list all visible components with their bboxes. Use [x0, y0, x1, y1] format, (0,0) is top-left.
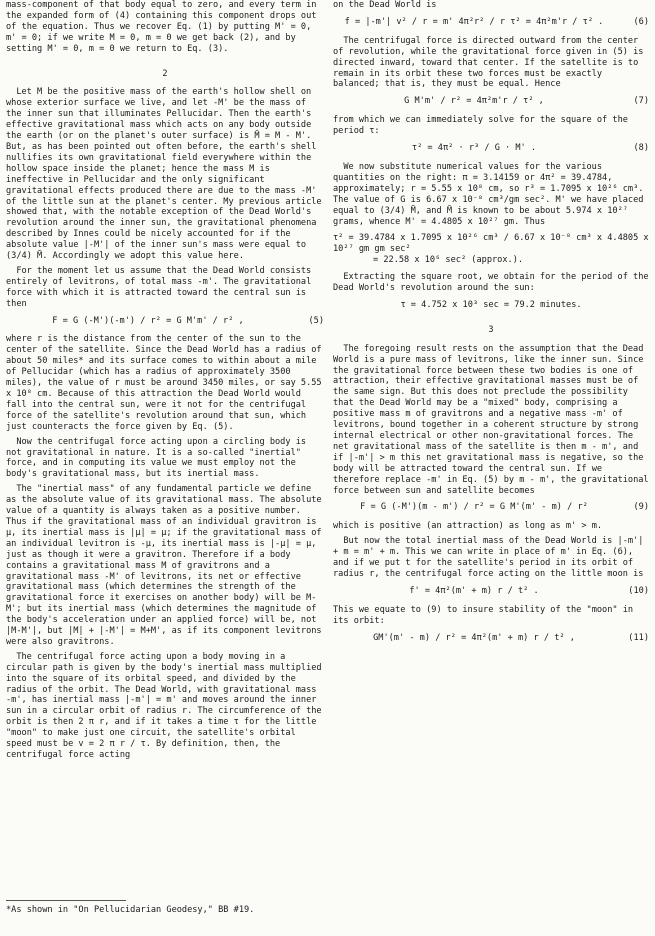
paragraph: Extracting the square root, we obtain for the period of the Dead World's revolution around the sun:: [333, 272, 649, 294]
equation-number: (5): [308, 315, 324, 326]
equation-body: G M'm' / r² = 4π²m'r / τ² ,: [404, 96, 544, 107]
equation-body: τ² = 39.4784 x 1.7095 x 10²⁶ cm³ / 6.67 x 10⁻⁸ cm³ x 4.4805 x 10²⁷ gm gm sec²: [333, 233, 649, 255]
intro-paragraph: mass-component of that body equal to zero, and every term in the expanded form of (4) containing this component drops out of the equation. Thus we recover Eq. (1) by putting M' = 0, m' = 0; if we write M = 0, m = 0 we get back (2), and by setting M' = 0, m = 0 we return to Eq. (3).: [6, 0, 317, 54]
equation-numerical: [333, 233, 649, 266]
equation-9: [333, 502, 649, 513]
paragraph: But now the total inertial mass of the Dead World is |-m'| + m = m' + m. This we can write in place of m' in Eq. (6), and if we put t for the satellite's period in its orbit of radius r, the centrifugal force acting on the little moon is: [333, 536, 644, 579]
equation-number: (11): [628, 632, 649, 643]
section-number-3: 3: [488, 324, 494, 335]
equation-number: (9): [633, 502, 649, 513]
equation-5: [6, 316, 324, 327]
footnote: *As shown in "On Pellucidarian Geodesy," BB #19.: [6, 905, 255, 915]
paragraph: Now the centrifugal force acting upon a circling body is not gravitational in nature. It is a so-called "inertial" force, and in computing its value we must employ not the body's gravitational mass, but its inertial mass.: [6, 436, 307, 480]
left-column: [6, 0, 324, 765]
equation-body: f' = 4π²(m' + m) r / t² .: [409, 585, 539, 596]
paragraph: The "inertial mass" of any fundamental particle we define as the absolute value of its gravitational mass. The absolute value of a quantity is always taken as a positive number. Thus if the gravitational mass of an individual gravitron is μ, its inertial mass is |μ| = μ; if the gravitational mass of an individual levitron is -μ, its inertial mass is |-μ| = μ, just as though it were a gravitron. Therefore if a body contains a gravitational mass M of gravitrons and a gravitational mass -M' of levitrons, its net or effective gravitational mass (which determines the strength of the gravitational force it exercises on another body) will be M-M'; but its inertial mass (which determines the magnitude of the body's acceleration under an applied force) will be, not |M-M'|, but |M| + |-M'| = M+M', as if its component levitrons were also gravitrons.: [6, 484, 322, 647]
equation-body: F = G (-M')(m - m') / r² = G M'(m' - m) / r²: [360, 502, 588, 513]
equation-period: [333, 300, 649, 311]
equation-body: f = |-m'| v² / r = m' 4π²r² / r τ² = 4π²m'r / τ² .: [344, 16, 604, 27]
equation-number: (10): [628, 585, 649, 596]
paragraph: This we equate to (9) to insure stability of the "moon" in its orbit:: [333, 604, 634, 626]
paragraph: We now substitute numerical values for the various quantities on the right: π = 3.14159 or 4π² = 39.4784, approximately; r = 5.55 x 10⁸ cm, so r³ = 1.7095 x 10²⁶ cm³. The value of G is 6.67 x 10⁻⁸ cm³/gm sec². M' we have placed equal to (3/4) M̄, and M̄ is known to be about 5.974 x 10²⁷ grams, whence M' = 4.4805 x 10²⁷ gm. Thus: [333, 161, 644, 227]
paragraph: which is positive (an attraction) as long as m' > m.: [333, 521, 603, 532]
equation-number: (8): [633, 143, 649, 154]
equation-7: [333, 96, 649, 107]
footnote-rule: [6, 900, 126, 901]
equation-body: τ² = 4π² · r³ / G · M' .: [411, 143, 537, 154]
equation-body: GM'(m' - m) / r² = 4π²(m' + m) r / t² ,: [373, 632, 575, 643]
right-column: [333, 0, 649, 652]
section-number-2: 2: [162, 68, 168, 79]
paragraph: For the moment let us assume that the Dead World consists entirely of levitrons, of total mass -m'. The gravitational force with which it is attracted toward the central sun is then: [6, 265, 312, 309]
equation-11: [333, 633, 649, 644]
equation-number: (6): [633, 16, 649, 27]
paragraph: The centrifugal force acting upon a body moving in a circular path is given by the body's inertial mass multiplied into the square of its orbital speed, and divided by the radius of the orbit. The Dead World, with gravitational mass -m', has inertial mass |-m'| = m' and moves around the inner sun in a circular orbit of radius r. The circumference of the orbit is then 2 π r, and if it takes a time τ for the little "moon" to make just one circuit, the satellite's orbital speed must be v = 2 π r / τ. By definition, then, the centrifugal force acting: [6, 651, 322, 760]
equation-body: τ = 4.752 x 10³ sec = 79.2 minutes.: [400, 299, 582, 310]
paragraph: Let M be the positive mass of the earth's hollow shell on whose exterior surface we live, and let -M' be the mass of the inner sun that illuminates Pellucidar. Then the earth's effective gravitational mass which acts on any body outside the earth (or on the planet's outer surface) is M̄ = M - M'. But, as has been pointed out often before, the earth's shell nullifies its own gravitational field everywhere within the hollow space inside the planet; hence the mass M is ineffective in Pellucidar and the only significant gravitational effects produced there are due to the mass -M' of the little sun at the planet's center. My previous article showed that, with the notable exception of the Dead World's revolution around the inner sun, the gravitational phenomena described by Innes could be nicely accounted for if the absolute value |-M'| of the inner sun's mass were equal to (3/4) M̄. Accordingly we adopt this value here.: [6, 87, 322, 262]
paragraph: where r is the distance from the center of the sun to the center of the satellite. Since the Dead World has a radius of about 50 miles* and its surface comes to within about a mile of Pellucidar (which has a radius of approximately 3500 miles), the value of r must be around 3450 miles, or say 5.55 x 10⁸ cm. Because of this attraction the Dead World would fall into the central sun, were it not for the centrifugal force of the satellite's revolution around that sun, which just counteracts the force given by Eq. (5).: [6, 334, 322, 432]
equation-body: = 22.58 x 10⁶ sec² (approx.).: [373, 255, 524, 266]
equation-6: [333, 17, 649, 28]
equation-10: [333, 586, 649, 597]
equation-number: (7): [633, 96, 649, 107]
paragraph: The centrifugal force is directed outward from the center of revolution, while the gravitational force given in (5) is directed inward, toward that center. If the satellite is to remain in its orbit these two forces must be exactly balanced; that is, they must be equal. Hence: [333, 35, 644, 90]
paragraph: The foregoing result rests on the assumption that the Dead World is a pure mass of levitrons, like the inner sun. Since the gravitational force between these two bodies is one of attraction, their effective gravitational masses must be of the same sign. But this does not preclude the possibility that the Dead World may be a "mixed" body, comprising a positive mass m of gravitrons and a negative mass -m' of levitrons, bound together in a coherent structure by strong internal electrical or other non-gravitational forces. The net gravitational mass of the satellite is then m - m', and if |-m'| > m this net gravitational mass is negative, so the body will be attracted toward the central sun. If we therefore replace -m' in Eq. (5) by m - m', the gravitational force between sun and satellite becomes: [333, 343, 649, 496]
equation-8: [333, 143, 649, 154]
paragraph: from which we can immediately solve for the square of the period τ:: [333, 115, 628, 137]
equation-body: F = G (-M')(-m') / r² = G M'm' / r² ,: [52, 315, 244, 326]
lead-in: on the Dead World is: [333, 0, 437, 10]
